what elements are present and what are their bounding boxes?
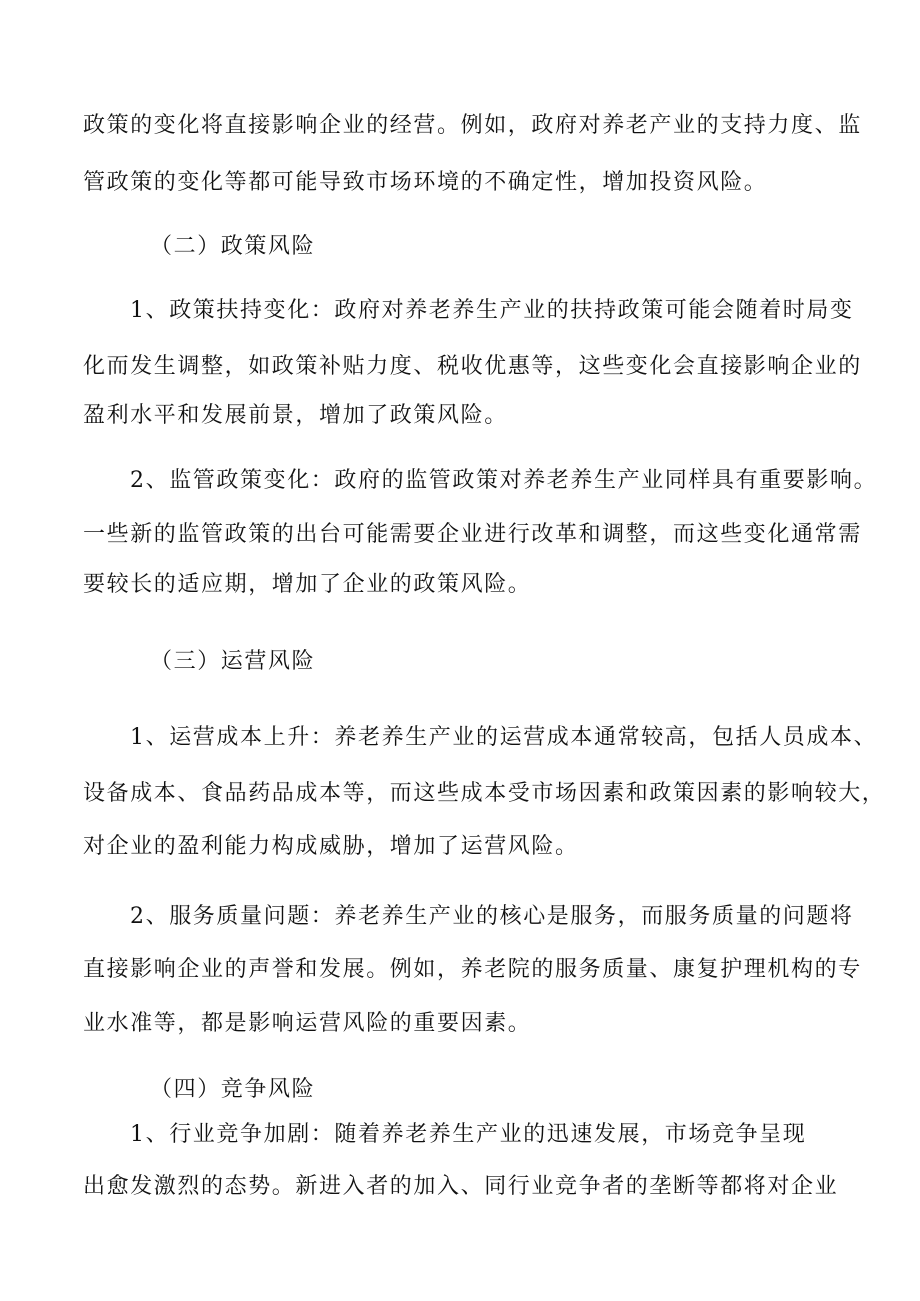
paragraph-line: 1、行业竞争加剧：随着养老养生产业的迅速发展，市场竞争呈现 bbox=[130, 1122, 807, 1147]
paragraph-line: 出愈发激烈的态势。新进入者的加入、同行业竞争者的垄断等都将对企业 bbox=[83, 1174, 839, 1199]
paragraph-line: 1、运营成本上升：养老养生产业的运营成本通常较高，包括人员成本、 bbox=[130, 725, 878, 750]
paragraph-line: 业水准等，都是影响运营风险的重要因素。 bbox=[83, 1011, 532, 1036]
section-heading-competition-risk: （四）竞争风险 bbox=[150, 1077, 316, 1102]
paragraph-line: 设备成本、食品药品成本等，而这些成本受市场因素和政策因素的影响较大， bbox=[83, 781, 886, 806]
paragraph-line: 1、政策扶持变化：政府对养老养生产业的扶持政策可能会随着时局变 bbox=[130, 298, 854, 323]
section-heading-policy-risk: （二）政策风险 bbox=[150, 234, 316, 259]
paragraph-line: 管政策的变化等都可能导致市场环境的不确定性，增加投资风险。 bbox=[83, 170, 768, 195]
paragraph-line: 盈利水平和发展前景，增加了政策风险。 bbox=[83, 403, 508, 428]
paragraph-line: 2、监管政策变化：政府的监管政策对养老养生产业同样具有重要影响。 bbox=[130, 468, 878, 493]
paragraph-line: 一些新的监管政策的出台可能需要企业进行改革和调整，而这些变化通常需 bbox=[83, 522, 862, 547]
paragraph-line: 对企业的盈利能力构成威胁，增加了运营风险。 bbox=[83, 834, 579, 859]
paragraph-line: 政策的变化将直接影响企业的经营。例如，政府对养老产业的支持力度、监 bbox=[83, 113, 862, 138]
paragraph-line: 直接影响企业的声誉和发展。例如，养老院的服务质量、康复护理机构的专 bbox=[83, 957, 862, 982]
paragraph-line: 化而发生调整，如政策补贴力度、税收优惠等，这些变化会直接影响企业的 bbox=[83, 354, 862, 379]
section-heading-operation-risk: （三）运营风险 bbox=[150, 649, 316, 674]
paragraph-line: 要较长的适应期，增加了企业的政策风险。 bbox=[83, 572, 532, 597]
paragraph-line: 2、服务质量问题：养老养生产业的核心是服务，而服务质量的问题将 bbox=[130, 904, 854, 929]
